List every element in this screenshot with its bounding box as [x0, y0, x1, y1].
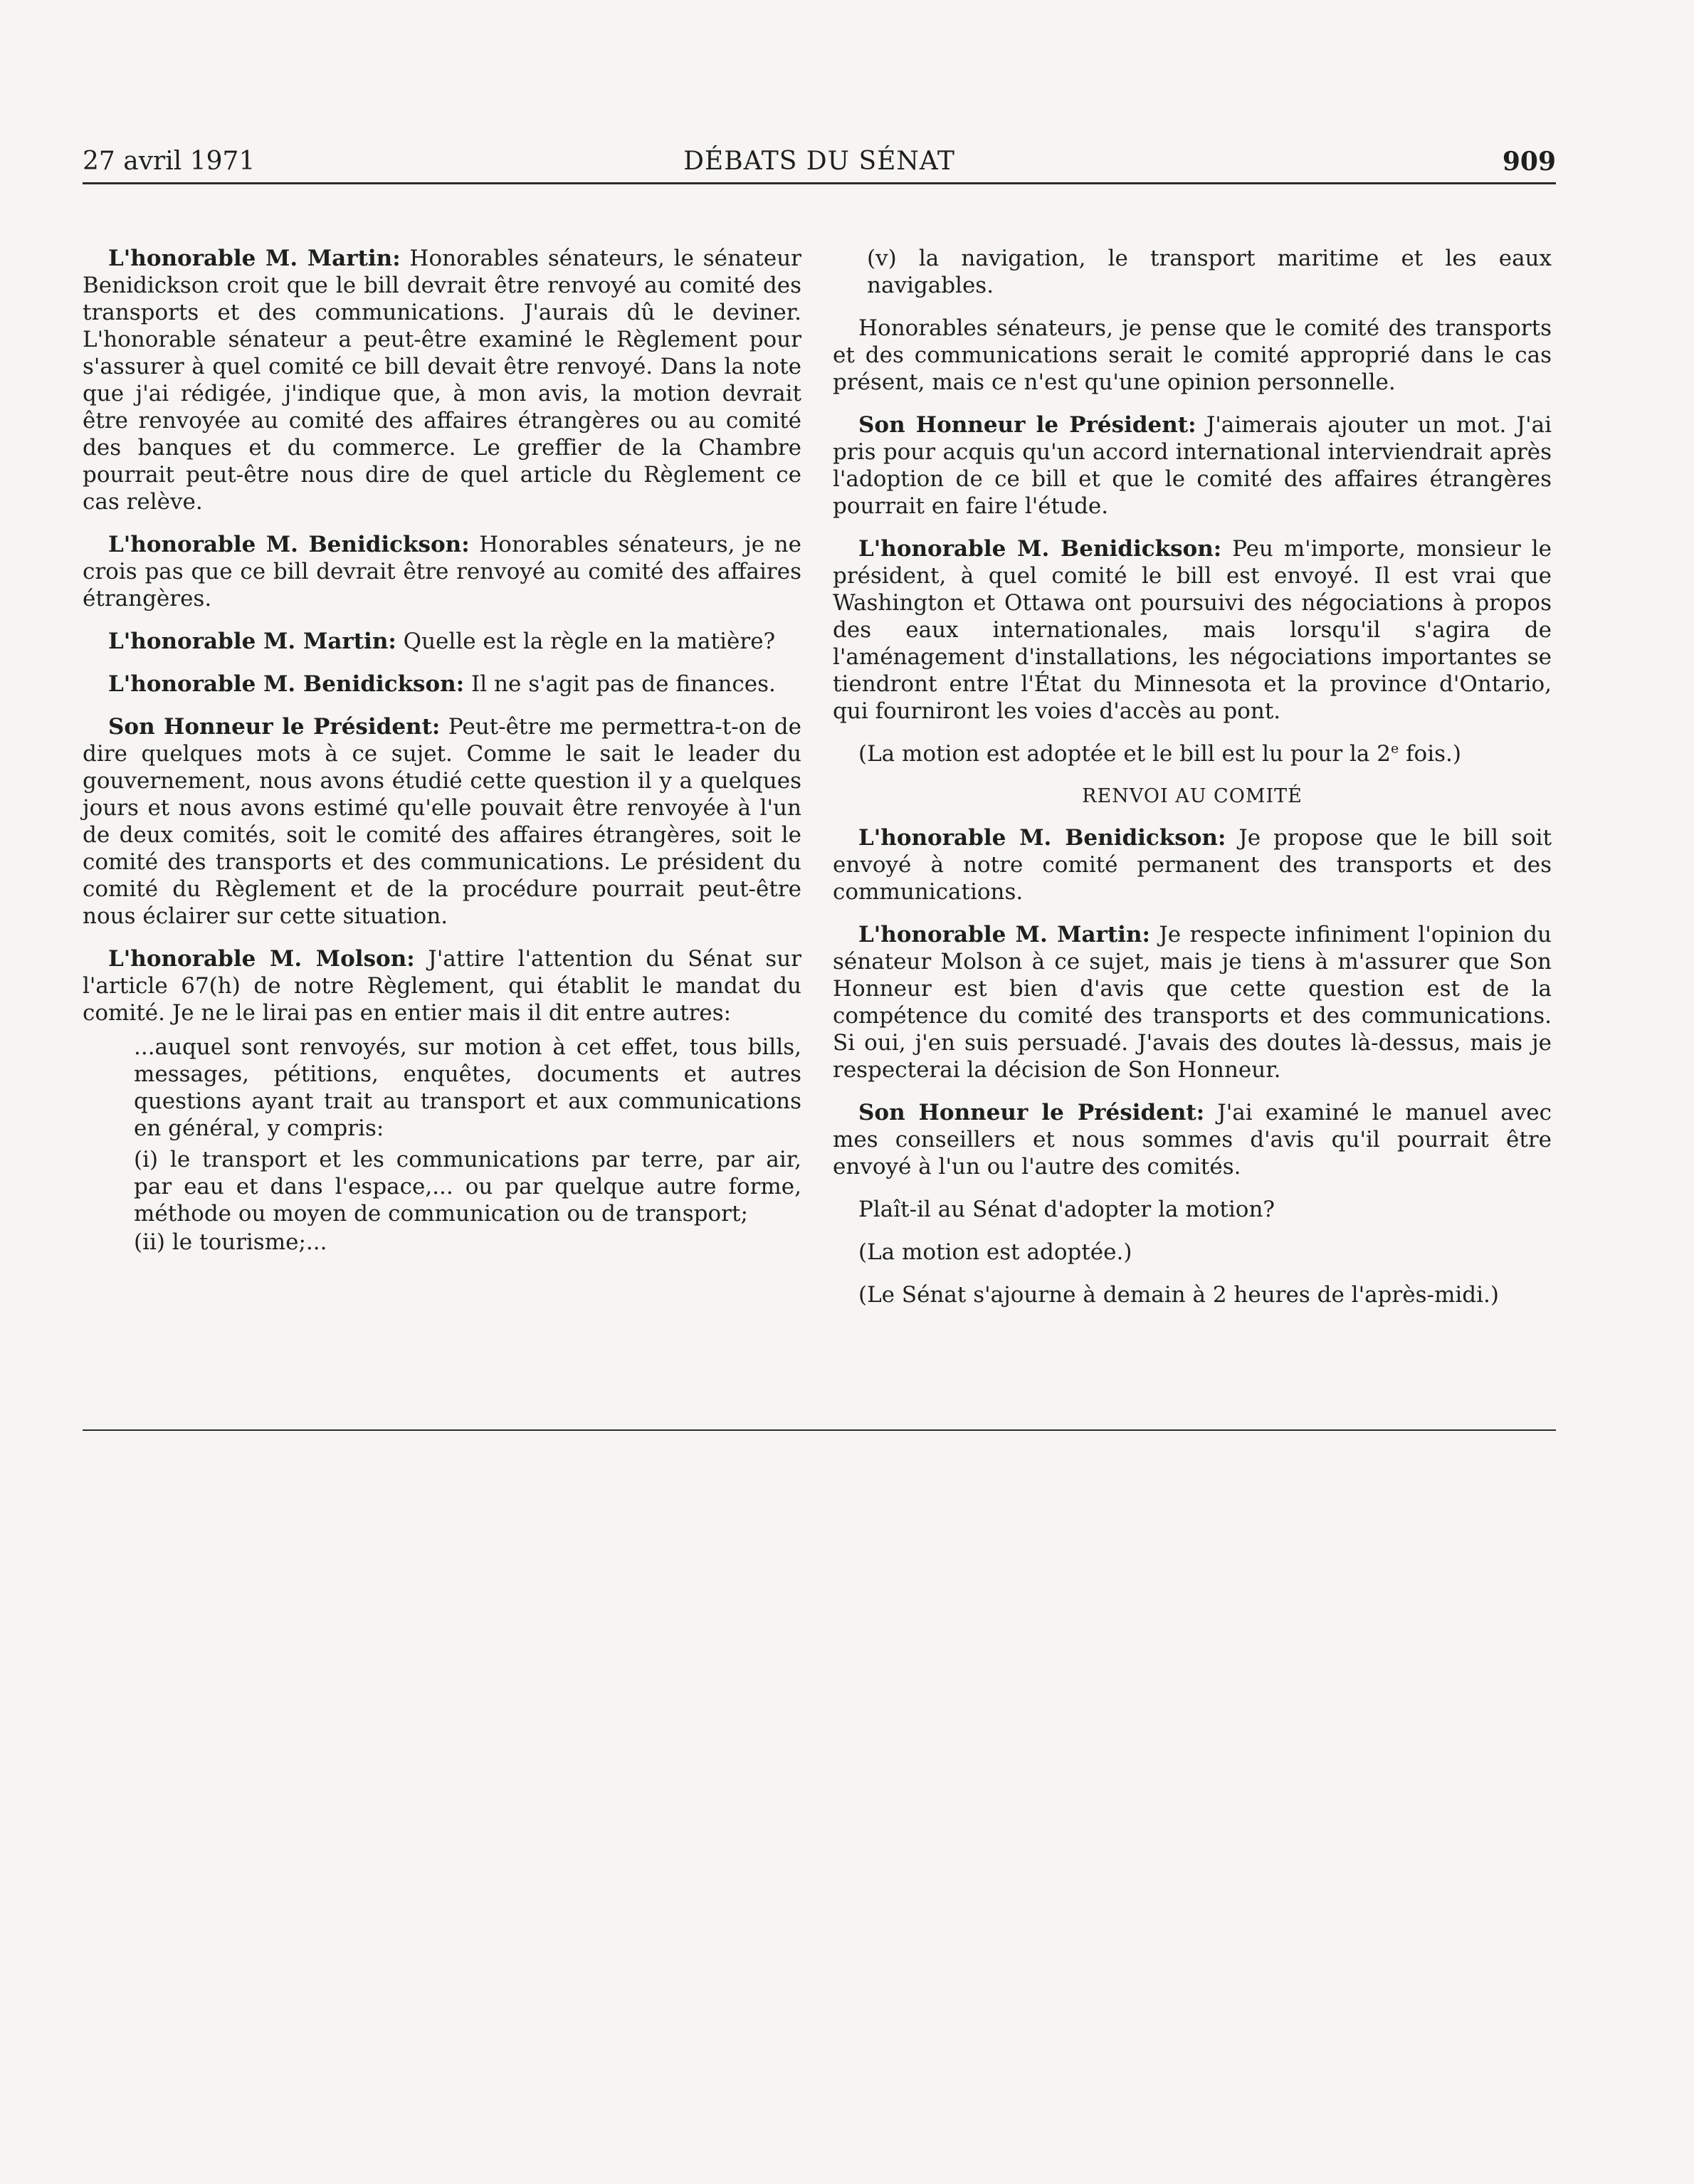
quote-item: (i) le transport et les communications par terre, par air, par eau et dans l'espace,... ou par quelque autre forme, méthode ou moyen de communication ou de transport;: [134, 1147, 801, 1227]
speech-text: Honorables sénateurs, je ne crois pas que ce bill devrait être renvoyé au comité des affaires étrangères.: [83, 532, 801, 611]
page-header: [83, 142, 1556, 182]
speech-paragraph: [833, 921, 1552, 1083]
speaker-name: Son Honneur le Président:: [108, 714, 441, 740]
speaker-name: L'honorable M. Martin:: [858, 922, 1150, 947]
speaker-name: L'honorable M. Martin:: [108, 246, 401, 271]
speech-paragraph: [83, 245, 801, 515]
speech-paragraph: [833, 535, 1552, 725]
speech-paragraph: [83, 713, 801, 930]
speech-text: Peut-être me permettra-t-on de dire quelques mots à ce sujet. Comme le sait le leader du gouvernement, nous avons étudié cette question il y a quelques jours et nous avons estimé qu'elle pouvait être renvoyée à l'un de deux comités, soit le comité des affaires étrangères, soit le comité des transports et des communications. Le président du comité du Règlement et de la procédure pourrait peut-être nous éclairer sur cette situation.: [83, 714, 801, 929]
speech-text: J'ai examiné le manuel avec mes conseillers et nous sommes d'avis qu'il pourrait être envoyé à l'un ou l'autre des comités.: [833, 1100, 1552, 1180]
speaker-name: Son Honneur le Président:: [858, 1100, 1205, 1125]
speech-text: J'attire l'attention du Sénat sur l'article 67(h) de notre Règlement, qui établit le mandat du comité. Je ne le lirai pas en entier mais il dit entre autres:: [83, 946, 801, 1026]
speech-text: Honorables sénateurs, je pense que le comité des transports et des communications serait le comité approprié dans le cas présent, mais ce n'est qu'une opinion personnelle.: [833, 315, 1552, 395]
speech-paragraph: [833, 315, 1552, 396]
speech-paragraph: [833, 411, 1552, 520]
speech-paragraph: [833, 1099, 1552, 1180]
motion-adopted: (La motion est adoptée.): [858, 1239, 1132, 1265]
speech-text: Je respecte infiniment l'opinion du sénateur Molson à ce sujet, mais je tiens à m'assurer que Son Honneur est bien d'avis que cette question est de la compétence du comité des transports et des communications. Si oui, j'en suis persuadé. J'avais des doutes là-dessus, mais je respecterai la décision de Son Honneur.: [833, 922, 1552, 1083]
quote-item: (ii) le tourisme;...: [134, 1229, 327, 1255]
header-title: DÉBATS DU SÉNAT: [683, 147, 955, 176]
section-heading: RENVOI AU COMITÉ: [1082, 785, 1303, 807]
speech-text: Je propose que le bill soit envoyé à notre comité permanent des transports et des communications.: [833, 825, 1552, 905]
ordinal-superscript: e: [1390, 740, 1399, 757]
speech-paragraph: [83, 628, 801, 655]
speech-text: J'aimerais ajouter un mot. J'ai pris pour acquis qu'un accord international interviendrait après l'adoption de ce bill et que le comité des affaires étrangères pourrait en faire l'étude.: [833, 412, 1552, 519]
speaker-name: L'honorable M. Martin:: [108, 629, 396, 654]
speech-text: Il ne s'agit pas de finances.: [464, 671, 776, 697]
speech-text: Honorables sénateurs, le sénateur Benidickson croit que le bill devrait être renvoyé au comité des transports et des communications. J'aurais dû le deviner. L'honorable sénateur a peut-être examiné le Règlement pour s'assurer à quel comité ce bill devait être renvoyé. Dans la note que j'ai rédigée, j'indique que, à mon avis, la motion devrait être renvoyée au comité des affaires étrangères ou au comité des banques et du commerce. Le greffier de la Chambre pourrait peut-être nous dire de quel article du Règlement ce cas relève.: [83, 246, 801, 515]
speech-paragraph: [83, 671, 801, 698]
header-date: 27 avril 1971: [83, 147, 256, 176]
speech-paragraph: [83, 531, 801, 612]
quote-continuation: (v) la navigation, le transport maritime et les eaux navigables.: [867, 246, 1552, 298]
speech-text: Peu m'importe, monsieur le président, à quel comité le bill est envoyé. Il est vrai que Washington et Ottawa ont poursuivi des négociations à propos des eaux internationales, mais lorsqu'il s'agira de l'aménagement d'installations, les négociations importantes se tiendront entre l'État du Minnesota et la province d'Ontario, qui fourniront les voies d'accès au pont.: [833, 536, 1552, 724]
speaker-name: L'honorable M. Benidickson:: [858, 536, 1222, 562]
left-column: [83, 245, 801, 1257]
speech-paragraph: [833, 824, 1552, 905]
speech-text: Quelle est la règle en la matière?: [396, 629, 776, 654]
speaker-name: L'honorable M. Benidickson:: [108, 671, 465, 697]
page-number: 909: [1502, 147, 1556, 177]
speaker-name: L'honorable M. Molson:: [108, 946, 415, 972]
speaker-name: L'honorable M. Benidickson:: [858, 825, 1226, 851]
right-column: [833, 245, 1552, 1324]
speaker-name: L'honorable M. Benidickson:: [108, 532, 470, 557]
adjournment-note: (Le Sénat s'ajourne à demain à 2 heures de l'après-midi.): [858, 1282, 1499, 1308]
speaker-name: Son Honneur le Président:: [858, 412, 1196, 438]
motion-question: Plaît-il au Sénat d'adopter la motion?: [858, 1197, 1275, 1222]
second-reading-note: (La motion est adoptée et le bill est lu pour la 2e fois.): [858, 740, 1461, 767]
bottom-rule: [83, 1429, 1556, 1431]
speech-paragraph: [83, 945, 801, 1027]
quote-intro: ...auquel sont renvoyés, sur motion à cet effet, tous bills, messages, pétitions, enquêtes, documents et autres questions ayant trait au transport et aux communications en général, y compris:: [134, 1034, 801, 1141]
header-rule: [83, 182, 1556, 184]
